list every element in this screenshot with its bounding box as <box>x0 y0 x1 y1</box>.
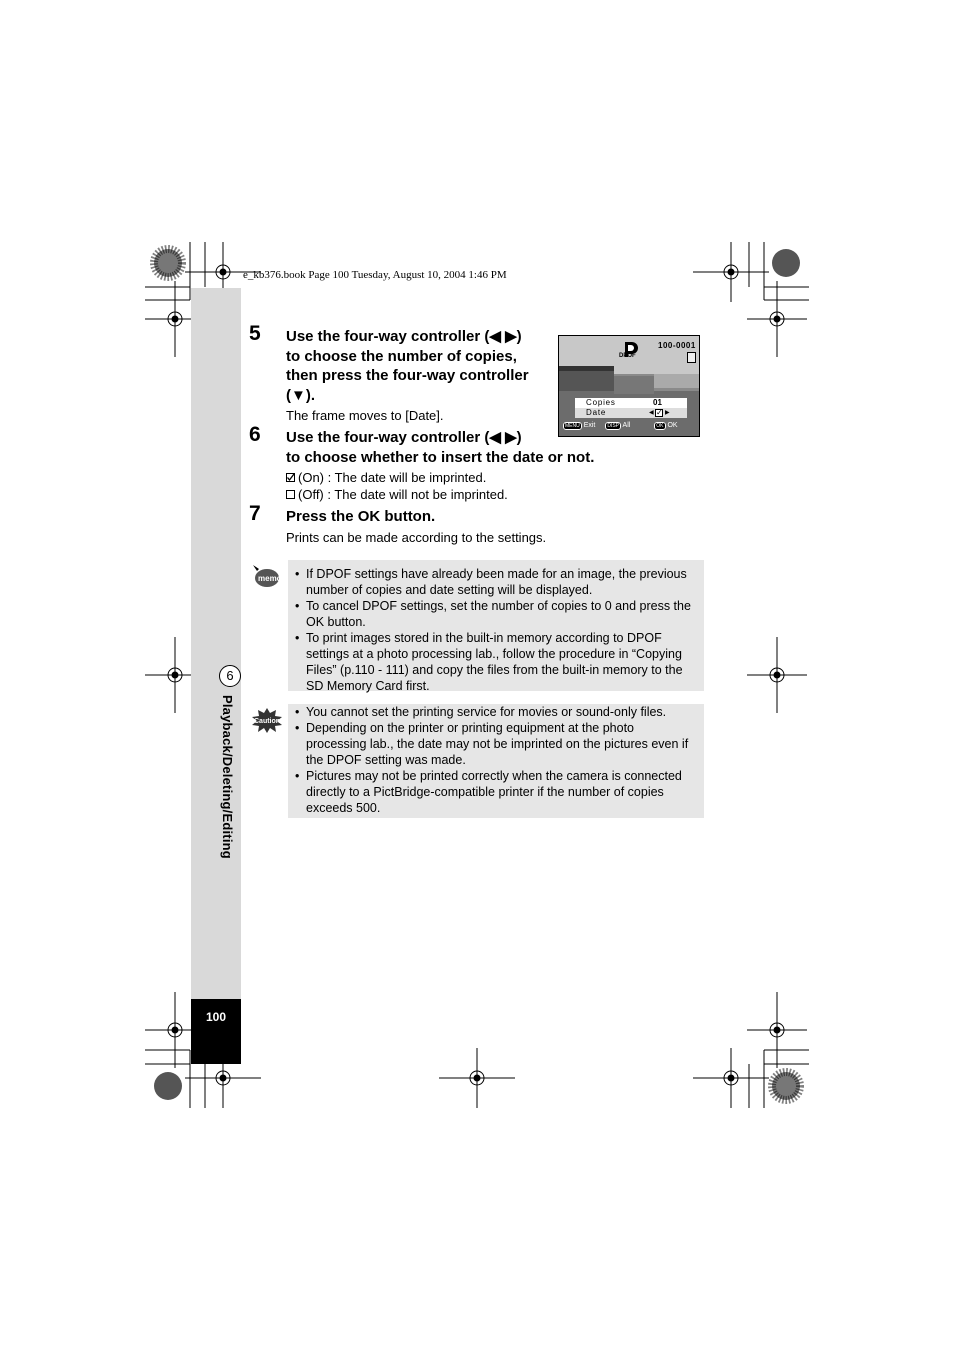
heading-line: Use the four-way controller (◀ ▶) <box>286 429 522 446</box>
step-5-heading <box>286 327 529 405</box>
memo-item <box>306 598 696 630</box>
step-6-heading <box>286 428 594 467</box>
all-label: All <box>622 422 631 429</box>
date-label: Date <box>586 408 607 417</box>
camera-lcd-screen <box>558 335 700 437</box>
copies-row[interactable] <box>575 398 687 408</box>
chapter-number: 6 <box>219 665 241 687</box>
caution-list <box>288 704 704 816</box>
memory-icon <box>687 352 696 363</box>
step-7-heading <box>286 507 435 527</box>
step-5-body: The frame moves to [Date]. <box>286 408 444 423</box>
copies-label: Copies <box>586 398 616 407</box>
page-number-tab <box>191 999 241 1064</box>
page-number: 100 <box>205 1010 227 1024</box>
chapter-side-tab <box>191 288 241 1018</box>
heading-line: then press the four-way controller <box>286 367 529 384</box>
date-row[interactable] <box>575 408 687 418</box>
copies-value: 01 <box>653 398 662 407</box>
heading-line: Use the four-way controller (◀ ▶) <box>286 328 522 345</box>
heading-line: (▼). <box>286 386 316 404</box>
caution-line: directly to a PictBridge-compatible printer if the number of copies <box>306 785 664 799</box>
checked-box-icon <box>286 473 295 482</box>
ok-key: OK <box>656 423 664 429</box>
caution-line: • Pictures may not be printed correctly when the camera is connected <box>306 769 682 783</box>
disp-key: DISP <box>607 423 619 429</box>
step-number: 5 <box>249 322 261 345</box>
step-number: 7 <box>249 502 261 525</box>
caution-line: the DPOF setting was made. <box>306 753 466 767</box>
memo-line: • To cancel DPOF settings, set the number of copies to 0 and press the <box>306 599 691 613</box>
header-file-info: e_kb376.book Page 100 Tuesday, August 10, 2004 1:46 PM <box>243 269 507 281</box>
memo-line: OK button. <box>306 615 366 629</box>
dpof-label: DPOF <box>619 353 636 359</box>
ok-label: OK <box>667 422 678 429</box>
memo-item <box>306 566 696 598</box>
memo-list <box>288 560 704 694</box>
memo-line: number of copies and date setting will be displayed. <box>306 583 593 597</box>
caution-line: processing lab., the date may not be imprinted on the pictures even if <box>306 737 689 751</box>
caution-icon <box>250 707 284 733</box>
memo-line: • To print images stored in the built-in memory according to DPOF <box>306 631 662 645</box>
option-off-text: (Off) : The date will not be imprinted. <box>298 487 508 502</box>
memo-line: settings at a photo processing lab., follow the procedure in “Copying <box>306 647 682 661</box>
date-checkbox-icon: ✓ <box>656 408 663 417</box>
caution-item <box>306 704 696 720</box>
option-on <box>286 469 486 486</box>
left-arrow-icon: ◀ <box>649 410 654 416</box>
caution-item <box>306 768 696 816</box>
caution-box <box>288 704 704 818</box>
option-on-text: (On) : The date will be imprinted. <box>298 470 487 485</box>
caution-icon-label: Caution <box>254 718 281 725</box>
memo-line: SD Memory Card first. <box>306 679 430 693</box>
step-7-body: Prints can be made according to the settings. <box>286 530 547 545</box>
right-arrow-icon: ▶ <box>665 410 670 416</box>
exit-label: Exit <box>583 422 596 429</box>
step-number: 6 <box>249 423 261 446</box>
empty-box-icon <box>286 490 295 499</box>
memo-icon-label: memo <box>258 574 280 583</box>
caution-line: exceeds 500. <box>306 801 381 815</box>
menu-key: MENU <box>565 423 580 429</box>
option-off <box>286 486 508 503</box>
caution-line: • You cannot set the printing service for movies or sound-only files. <box>306 705 667 719</box>
memo-icon <box>250 563 280 589</box>
memo-line: • If DPOF settings have already been made for an image, the previous <box>306 567 687 581</box>
heading-line: to choose the number of copies, <box>286 347 517 365</box>
heading-line: Press the OK button. <box>286 508 436 525</box>
caution-line: • Depending on the printer or printing equipment at the photo <box>306 721 635 735</box>
file-number: 100-0001 <box>658 341 696 350</box>
heading-line: to choose whether to insert the date or not. <box>286 448 595 466</box>
caution-item <box>306 720 696 768</box>
chapter-title: Playback/Deleting/Editing <box>220 695 235 859</box>
memo-line: Files” (p.110 - 111) and copy the files from the built-in memory to the <box>306 663 683 677</box>
memo-item <box>306 630 696 694</box>
memo-box <box>288 560 704 691</box>
